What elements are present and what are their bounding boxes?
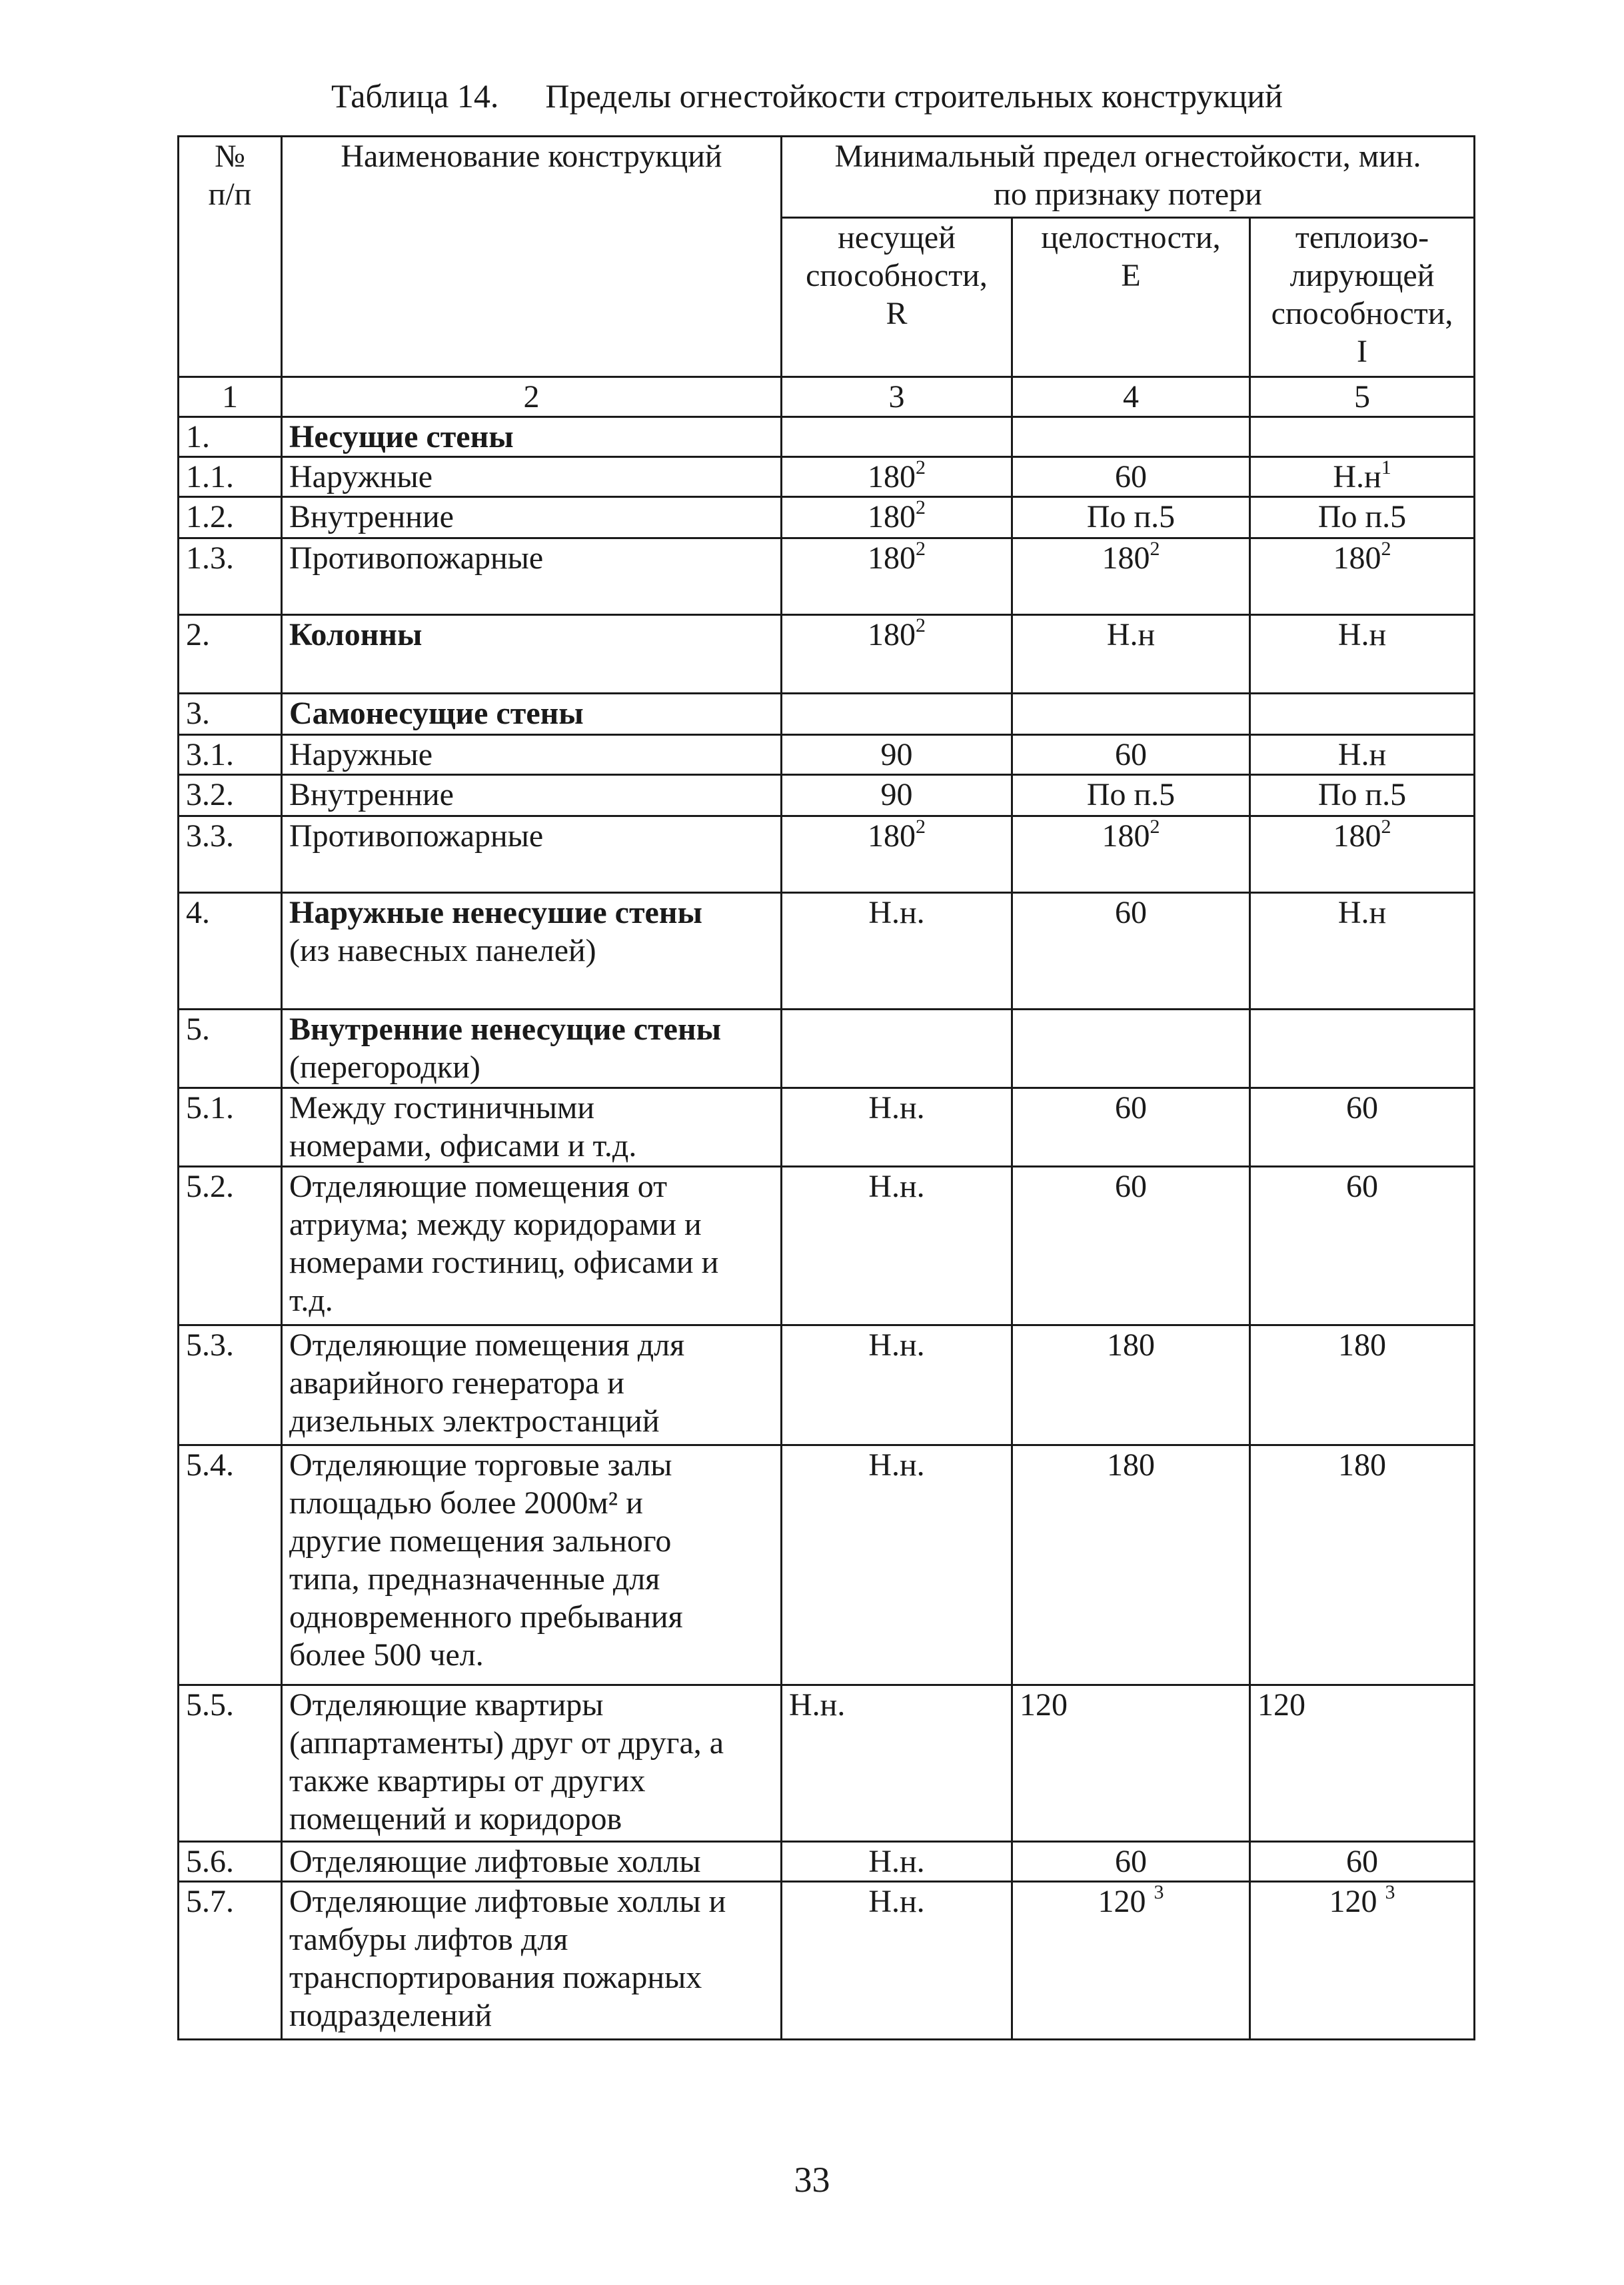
header-num: № п/п [179,137,282,377]
header-name: Наименование конструкций [282,137,782,377]
value-e-text: 60 [1115,1090,1147,1126]
value-e-text: 60 [1115,737,1147,772]
table-row [179,417,1475,457]
footnote-mark: 2 [1381,816,1391,838]
header-r: несущей способности, R [782,218,1012,377]
construction-name-text: Наружные ненесушие стены [289,895,702,930]
value-e [1012,1445,1250,1685]
value-i [1250,775,1475,816]
value-i-text: Н.н [1337,737,1387,772]
row-number: 1.1. [179,457,282,497]
value-r-text: 180 [868,617,916,652]
footnote-mark: 1 [1381,456,1391,478]
value-e-text: 60 [1115,1844,1147,1879]
table-row [179,1882,1475,2040]
value-e-text: 60 [1115,1169,1147,1204]
table-row [179,775,1475,816]
value-i [1250,694,1475,735]
construction-name-text: Наружные [289,459,433,494]
value-i-text: 60 [1346,1169,1379,1204]
value-e [1012,615,1250,694]
construction-name-text: Внутренние [289,499,454,534]
value-e [1012,775,1250,816]
value-i-text: 120 [1329,1884,1385,1919]
construction-name [282,1685,782,1842]
footnote-mark: 2 [916,456,926,478]
value-i [1250,893,1475,1010]
header-min-limit: Минимальный предел огнестойкости, мин. по признаку потери [782,137,1475,218]
construction-name-text: Внутренние ненесущие стены [289,1012,722,1047]
construction-name-note: (из навесных панелей) [289,933,596,968]
construction-name [282,694,782,735]
footnote-mark: 2 [1150,816,1160,838]
table-caption [331,77,1283,115]
value-r [782,497,1012,538]
value-e-text: По п.5 [1086,777,1176,812]
construction-name-text: Отделяющие торговые залы площадью более 2000м² и другие помещения зального типа, предназначенные для одновременного пребывания более 500 чел. [289,1447,683,1673]
value-i-text: 180 [1338,1447,1387,1483]
value-i-text: Н.н [1333,459,1381,494]
value-i [1250,457,1475,497]
value-e-text: Н.н [1106,617,1156,652]
footnote-mark: 3 [1385,1881,1395,1903]
value-r-text: Н.н. [868,1884,925,1919]
footnote-mark: 2 [1150,538,1160,560]
value-r-text: 90 [880,777,913,812]
value-r-text: Н.н. [868,895,925,930]
value-e-text: По п.5 [1086,499,1176,534]
value-r [782,1842,1012,1882]
footnote-mark: 2 [916,816,926,838]
row-number: 5. [179,1010,282,1088]
table-row [179,1842,1475,1882]
value-e [1012,1842,1250,1882]
value-r [782,775,1012,816]
table-row [179,1167,1475,1325]
construction-name-text: Колонны [289,617,422,652]
construction-name [282,893,782,1010]
value-i [1250,1010,1475,1088]
header-row-top [179,137,1475,218]
construction-name-text: Отделяющие квартиры (аппартаменты) друг от друга, а также квартиры от других помещений и коридоров [289,1687,724,1837]
value-e [1012,1167,1250,1325]
construction-name-text: Отделяющие лифтовые холлы и тамбуры лифтов для транспортирования пожарных подразделений [289,1884,726,2033]
table-row [179,1010,1475,1088]
construction-name [282,1010,782,1088]
row-number: 5.2. [179,1167,282,1325]
table-row [179,816,1475,893]
construction-name [282,1882,782,2040]
table-row [179,457,1475,497]
value-i [1250,735,1475,775]
col-number: 5 [1250,377,1475,417]
construction-name [282,457,782,497]
value-e [1012,694,1250,735]
value-r [782,1088,1012,1167]
page-number: 33 [794,2160,830,2200]
row-number: 3.3. [179,816,282,893]
value-i-text: 180 [1333,540,1381,576]
value-r-text: 180 [868,818,916,854]
table-row [179,497,1475,538]
row-number: 4. [179,893,282,1010]
value-i [1250,1685,1475,1842]
table-row [179,1325,1475,1445]
value-e [1012,1010,1250,1088]
value-e [1012,1325,1250,1445]
value-r [782,694,1012,735]
value-r-text: 180 [868,499,916,534]
caption-title: Пределы огнестойкости строительных конструкций [545,77,1283,115]
table-row [179,1088,1475,1167]
value-i [1250,1088,1475,1167]
row-number: 3.1. [179,735,282,775]
value-e [1012,1685,1250,1842]
construction-name-text: Противопожарные [289,818,544,854]
value-e-text: 180 [1102,540,1150,576]
value-i [1250,497,1475,538]
value-r-text: Н.н. [789,1687,846,1723]
value-r [782,735,1012,775]
value-e [1012,735,1250,775]
construction-name [282,615,782,694]
value-e [1012,1088,1250,1167]
col-number: 2 [282,377,782,417]
value-r-text: Н.н. [868,1090,925,1126]
construction-name [282,1088,782,1167]
value-i [1250,1325,1475,1445]
value-r-text: 180 [868,459,916,494]
value-e [1012,893,1250,1010]
row-number: 5.4. [179,1445,282,1685]
row-number: 3.2. [179,775,282,816]
row-number: 5.7. [179,1882,282,2040]
construction-name [282,1445,782,1685]
value-i [1250,816,1475,893]
value-e-text: 180 [1107,1447,1155,1483]
construction-name [282,775,782,816]
value-r [782,615,1012,694]
table-row [179,893,1475,1010]
construction-name [282,735,782,775]
table-row [179,1685,1475,1842]
footnote-mark: 3 [1154,1881,1164,1903]
value-e-text: 120 [1098,1884,1154,1919]
value-i-text: Н.н [1337,895,1387,930]
row-number: 5.3. [179,1325,282,1445]
value-i-text: Н.н [1337,617,1387,652]
header-e: целостности, Е [1012,218,1250,377]
value-r [782,457,1012,497]
construction-name [282,497,782,538]
value-i-text: 60 [1346,1090,1379,1126]
header-i: теплоизо- лирующей способности, I [1250,218,1475,377]
value-r-text: Н.н. [868,1844,925,1879]
value-i-text: По п.5 [1317,777,1407,812]
value-r [782,1010,1012,1088]
value-r-text: Н.н. [868,1169,925,1204]
value-e [1012,538,1250,615]
row-number: 5.6. [179,1842,282,1882]
value-i-text: 60 [1346,1844,1379,1879]
value-i [1250,615,1475,694]
value-i-text: 180 [1333,818,1381,854]
value-r [782,1685,1012,1842]
value-r [782,816,1012,893]
footnote-mark: 2 [916,614,926,636]
construction-name-text: Отделяющие лифтовые холлы [289,1844,701,1879]
construction-name-text: Самонесущие стены [289,696,584,731]
value-r [782,893,1012,1010]
value-e [1012,497,1250,538]
construction-name-text: Отделяющие помещения от атриума; между коридорами и номерами гостиниц, офисами и т.д. [289,1169,719,1318]
construction-name-text: Отделяющие помещения для аварийного генератора и дизельных электростанций [289,1327,685,1439]
table-row [179,538,1475,615]
construction-name-text: Внутренние [289,777,454,812]
construction-name [282,816,782,893]
value-e [1012,417,1250,457]
table-body [179,417,1475,2040]
value-r [782,538,1012,615]
value-i [1250,1882,1475,2040]
value-i-text: По п.5 [1317,499,1407,534]
row-number: 5.5. [179,1685,282,1842]
value-r [782,1882,1012,2040]
row-number: 1.2. [179,497,282,538]
value-e [1012,1882,1250,2040]
table-row [179,735,1475,775]
value-e-text: 180 [1107,1327,1155,1363]
value-i-text: 180 [1338,1327,1387,1363]
value-i [1250,1167,1475,1325]
value-i [1250,417,1475,457]
construction-name-text: Между гостиничными номерами, офисами и т.д. [289,1090,637,1163]
row-number: 1. [179,417,282,457]
value-e-text: 120 [1020,1687,1068,1723]
construction-name [282,1842,782,1882]
value-e-text: 60 [1115,459,1147,494]
row-number: 2. [179,615,282,694]
footnote-mark: 2 [916,538,926,560]
footnote-mark: 2 [1381,538,1391,560]
value-r-text: 90 [880,737,913,772]
construction-name [282,1325,782,1445]
value-i [1250,538,1475,615]
col-number: 4 [1012,377,1250,417]
construction-name [282,538,782,615]
col-number: 3 [782,377,1012,417]
value-e [1012,457,1250,497]
value-r [782,1167,1012,1325]
value-i [1250,1842,1475,1882]
construction-name-text: Несущие стены [289,419,514,454]
construction-name [282,417,782,457]
value-i-text: 120 [1257,1687,1305,1723]
value-r [782,1325,1012,1445]
value-e [1012,816,1250,893]
value-e-text: 180 [1102,818,1150,854]
caption-label: Таблица 14. [331,77,499,115]
construction-name-note: (перегородки) [289,1050,480,1085]
value-r [782,1445,1012,1685]
table-row [179,694,1475,735]
row-number: 5.1. [179,1088,282,1167]
row-number: 3. [179,694,282,735]
value-i [1250,1445,1475,1685]
table-row [179,615,1475,694]
construction-name-text: Наружные [289,737,433,772]
footnote-mark: 2 [916,496,926,518]
value-r [782,417,1012,457]
value-e-text: 60 [1115,895,1147,930]
value-r-text: Н.н. [868,1447,925,1483]
table-row [179,1445,1475,1685]
value-r-text: 180 [868,540,916,576]
fire-resistance-table [177,135,1475,2040]
value-r-text: Н.н. [868,1327,925,1363]
column-number-row [179,377,1475,417]
col-number: 1 [179,377,282,417]
row-number: 1.3. [179,538,282,615]
construction-name [282,1167,782,1325]
construction-name-text: Противопожарные [289,540,544,576]
